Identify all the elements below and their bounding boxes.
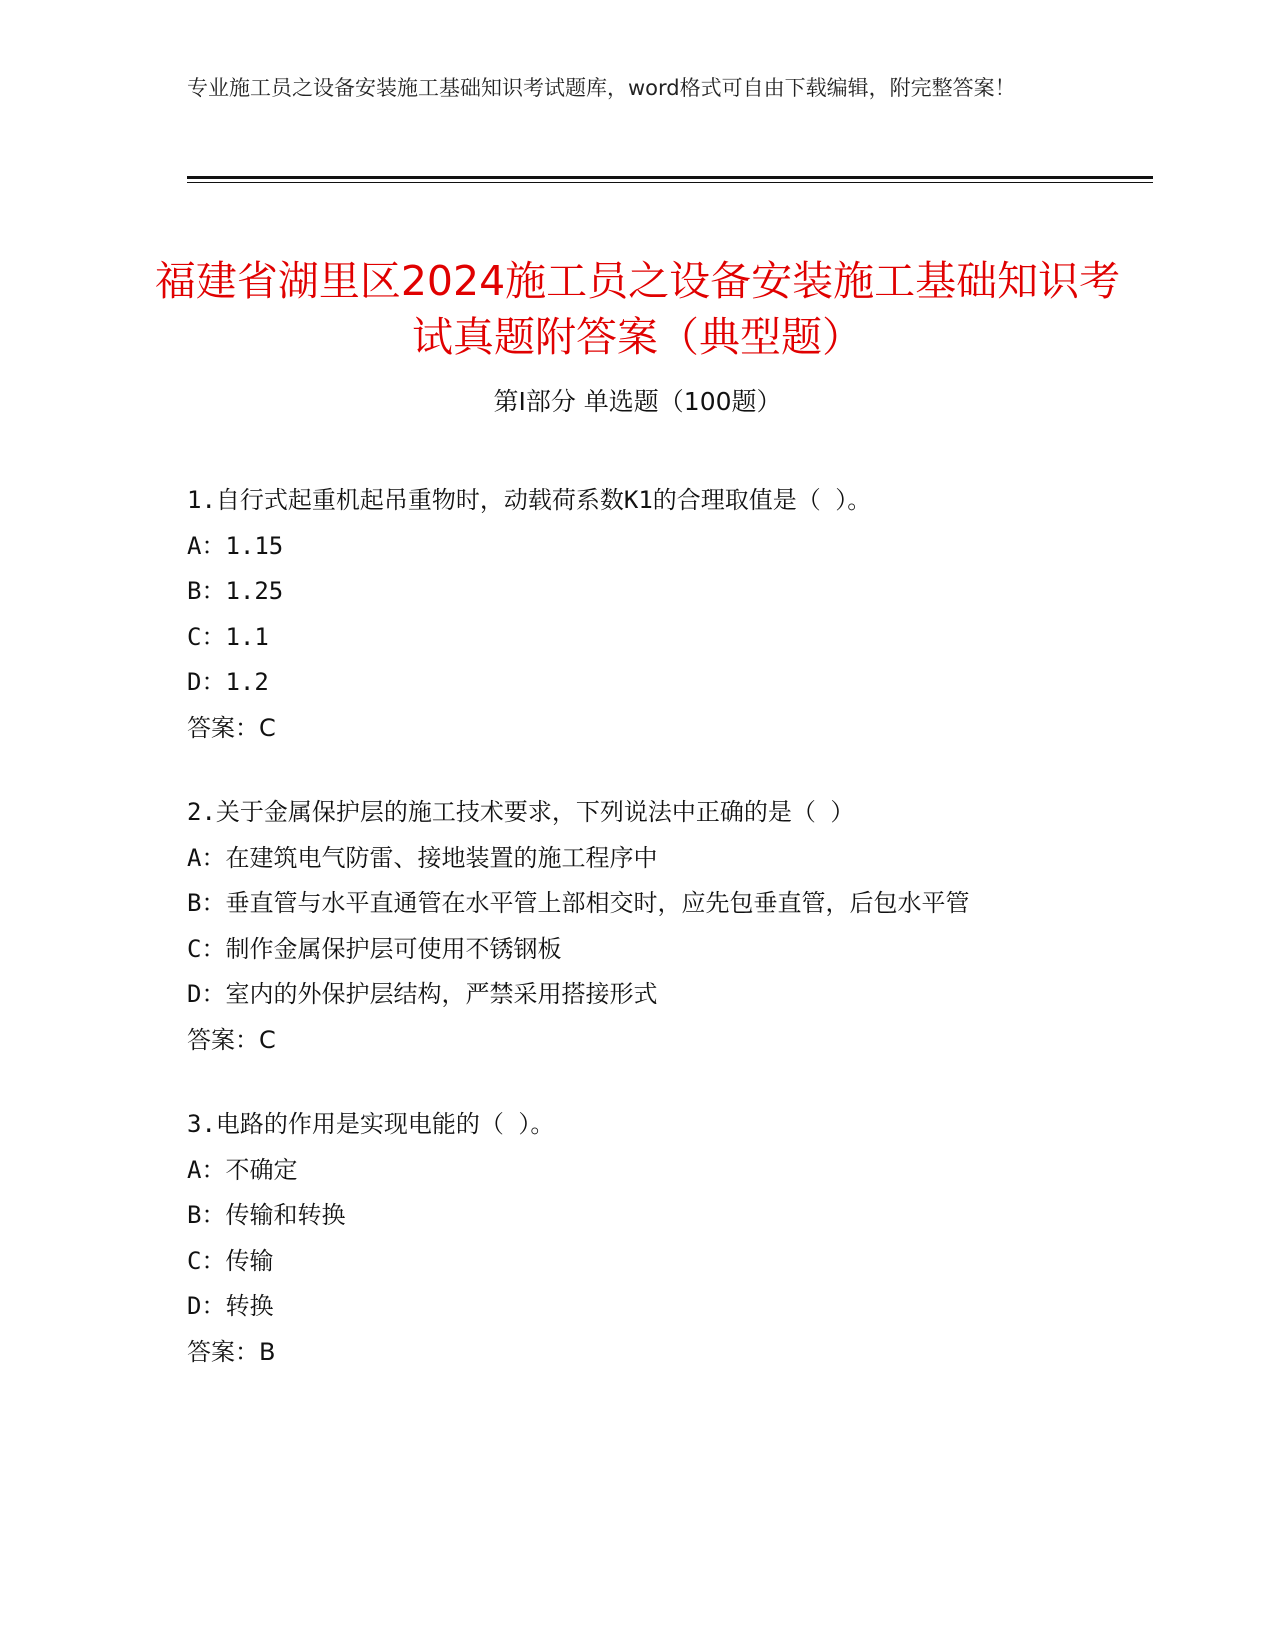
- option-b: [187, 881, 1077, 927]
- option-text: 1.2: [225, 668, 269, 696]
- question-2: [187, 790, 1077, 1063]
- option-a: [187, 1148, 1077, 1194]
- option-key: B：: [187, 1201, 226, 1229]
- option-text: 传输: [225, 1246, 274, 1275]
- option-d: [187, 660, 1077, 706]
- option-key: A：: [187, 1155, 226, 1184]
- answer: 答案：C: [187, 1025, 276, 1054]
- option-text: 传输和转换: [225, 1201, 346, 1229]
- header-note: 专业施工员之设备安装施工基础知识考试题库，word格式可自由下载编辑，附完整答案！: [187, 76, 1016, 100]
- option-key: D：: [187, 1292, 226, 1320]
- option-c: [187, 927, 1077, 973]
- option-key: C：: [187, 622, 226, 651]
- question-3: [187, 1102, 1077, 1375]
- header-divider-thick: [187, 176, 1153, 179]
- answer: 答案：B: [187, 1337, 276, 1366]
- option-b: [187, 1193, 1077, 1239]
- option-c: [187, 1239, 1077, 1285]
- option-b: [187, 569, 1077, 615]
- option-text: 1.25: [225, 577, 284, 605]
- option-text: 转换: [225, 1292, 274, 1320]
- question-stem: 1.自行式起重机起吊重物时，动载荷系数K1的合理取值是（ ）。: [187, 486, 872, 514]
- question-1: [187, 478, 1077, 751]
- option-text: 在建筑电气防雷、接地装置的施工程序中: [225, 843, 658, 872]
- option-text: 1.1: [225, 622, 269, 651]
- question-stem: 3.电路的作用是实现电能的（ ）。: [187, 1110, 555, 1138]
- option-key: C：: [187, 1246, 226, 1275]
- option-key: D：: [187, 980, 226, 1008]
- option-c: [187, 615, 1077, 661]
- option-a: [187, 836, 1077, 882]
- section-heading: 第Ⅰ部分 单选题（100题）: [493, 387, 782, 416]
- document-title: 福建省湖里区2024施工员之设备安装施工基础知识考试真题附答案（典型题）: [154, 257, 1121, 362]
- question-stem: 2.关于金属保护层的施工技术要求，下列说法中正确的是（ ）: [187, 798, 855, 826]
- option-key: D：: [187, 668, 226, 696]
- option-key: A：: [187, 531, 226, 560]
- option-text: 不确定: [225, 1155, 298, 1184]
- option-text: 垂直管与水平直通管在水平管上部相交时，应先包垂直管，后包水平管: [225, 889, 970, 917]
- option-d: [187, 972, 1077, 1018]
- option-key: B：: [187, 889, 226, 917]
- option-key: A：: [187, 843, 226, 872]
- option-key: C：: [187, 934, 226, 963]
- option-text: 1.15: [225, 531, 284, 560]
- option-text: 室内的外保护层结构，严禁采用搭接形式: [225, 980, 658, 1008]
- question-list: [187, 478, 1077, 1414]
- option-a: [187, 524, 1077, 570]
- answer: 答案：C: [187, 713, 276, 742]
- header-divider-thin: [187, 182, 1153, 183]
- option-text: 制作金属保护层可使用不锈钢板: [225, 934, 562, 963]
- option-d: [187, 1284, 1077, 1330]
- option-key: B：: [187, 577, 226, 605]
